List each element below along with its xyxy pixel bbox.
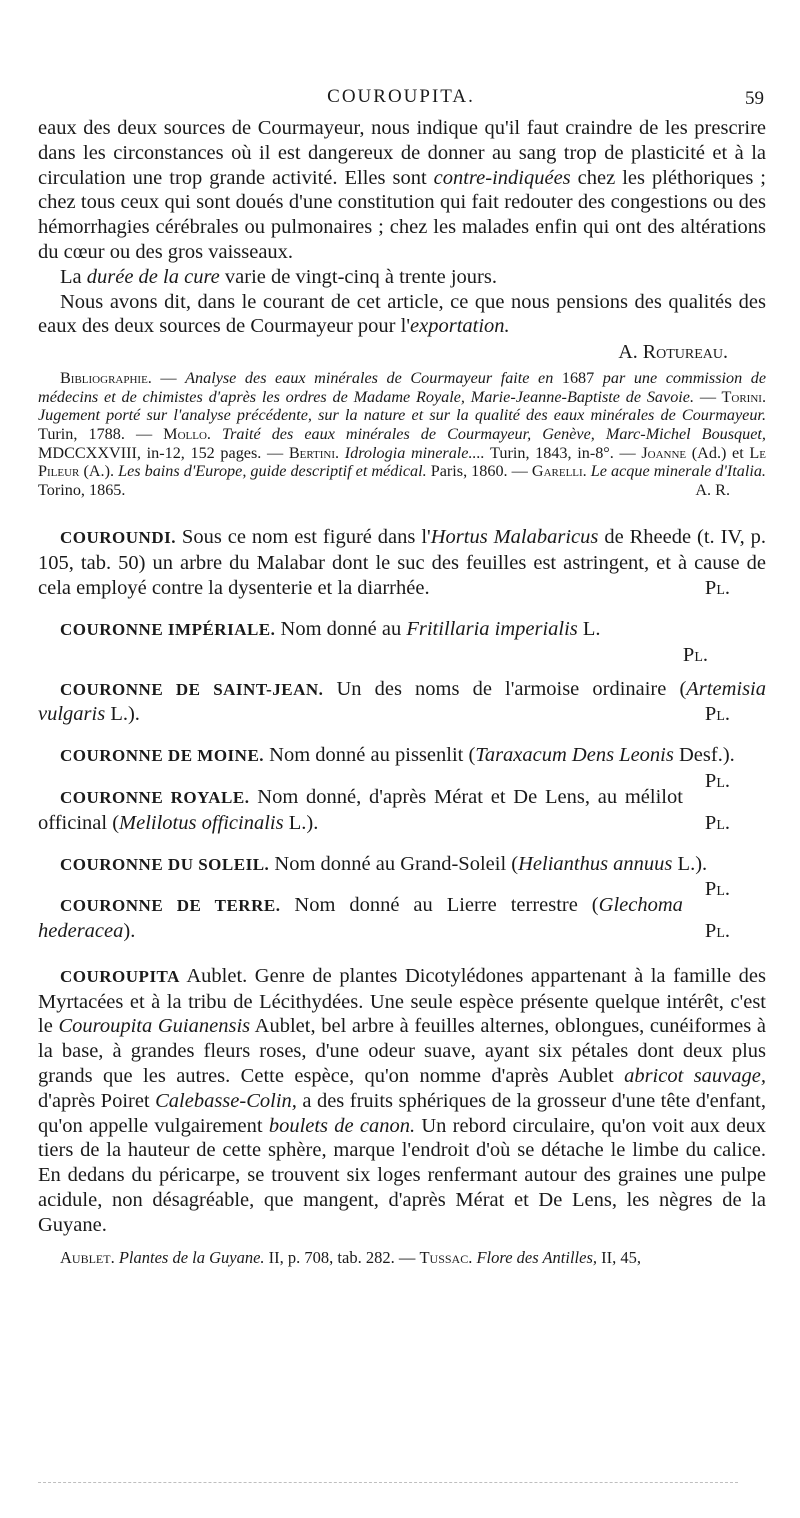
headword: COUROUPITA xyxy=(60,966,180,986)
running-title: COUROUPITA. xyxy=(327,86,475,107)
bibliography: Bibliographie. — Analyse des eaux minérales de Courmayeur faite en 1687 par une commission de médecins et de chimistes d'après les ordres de Madame Royale, Marie-Jeanne-Baptiste de Savoie. — Torini. Jugement porté sur l'analyse précédente, sur la nature et sur la qualité des eaux minérales de Courmayeur. Turin, 1788. — Mollo. Traité des eaux minérales de Courmayeur, Genève, Marc-Michel Bousquet, MDCCXXVIII, in-12, 152 pages. — Bertini. Idrologia minerale.... Turin, 1843, in-8°. — Joanne (Ad.) et Le Pileur (A.). Les bains d'Europe, guide descriptif et médical. Paris, 1860. — Garelli. Le acque minerale d'Italia. Torino, 1865. A. R. xyxy=(38,369,767,499)
entry-couronne-moine: COURONNE DE MOINE. Nom donné au pissenlit (Taraxacum Dens Leonis Desf.). Pl. xyxy=(60,744,735,792)
entry-couroundi: COUROUNDI. Sous ce nom est figuré dans l'Hortus Malabaricus de Rheede (t. IV, p. 105, tab. 50) un arbre du Malabar dont le suc des feuilles est astringent, et à cause de cela employé contre la dysenterie et la diarrhée. Pl. xyxy=(38,526,766,599)
author-abbrev: Pl. xyxy=(704,811,730,834)
author-abbrev: Pl. xyxy=(704,576,730,599)
page-header xyxy=(38,86,764,114)
headword: COURONNE DE SAINT-JEAN. xyxy=(60,679,324,699)
page-body xyxy=(38,116,766,1268)
author-abbrev: Pl. xyxy=(704,920,730,943)
page-number: 59 xyxy=(745,88,764,109)
headword: COURONNE DE MOINE. xyxy=(60,746,265,766)
headword: COURONNE ROYALE. xyxy=(60,787,250,807)
entry-couronne-royale: COURONNE ROYALE. Nom donné, d'après Mérat et De Lens, au mélilot officinal (Melilotus officinalis L.). Pl. xyxy=(38,785,730,834)
continuation-paragraph-2: La durée de la cure varie de vingt-cinq à trente jours. xyxy=(60,265,497,288)
entry-couronne-imperiale: COURONNE IMPÉRIALE. Nom donné au Fritillaria imperialis L. xyxy=(60,617,601,640)
author-abbrev: Pl. xyxy=(704,703,730,726)
author-abbrev: Pl. xyxy=(682,643,708,666)
author-signature: A. Rotureau. xyxy=(618,341,728,364)
continuation-paragraph-3: Nous avons dit, dans le courant de cet article, ce que nous pensions des qualités des eaux des deux sources de Courmayeur pour l'exportation. xyxy=(38,290,766,338)
author-abbrev: Pl. xyxy=(704,878,730,901)
headword: COURONNE IMPÉRIALE. xyxy=(60,619,276,639)
author-abbrev: Pl. xyxy=(704,769,730,792)
entry-couronne-saint-jean: COURONNE DE SAINT-JEAN. Un des noms de l'armoise ordinaire (Artemisia vulgaris L.). Pl. xyxy=(38,677,766,726)
headword: COUROUNDI. xyxy=(60,528,176,548)
entry-couronne-soleil: COURONNE DU SOLEIL. Nom donné au Grand-Soleil (Helianthus annuus L.). Pl. xyxy=(60,852,730,901)
continuation-paragraph-1: eaux des deux sources de Courmayeur, nous indique qu'il faut craindre de les prescrire dans les circonstances où il est dangereux de donner au sang trop de plasticité et à la circulation une trop grande activité. Elles sont contre-indiquées chez les pléthoriques ; chez tous ceux qui sont doués d'une constitution qui fait redouter des congestions ou des hémorrhagies cérébrales ou pulmonaires ; chez les malades enfin qui ont des altérations du cœur ou des gros vaisseaux. xyxy=(38,117,766,263)
headword: COURONNE DE TERRE. xyxy=(60,896,281,916)
entry-couronne-terre: COURONNE DE TERRE. Nom donné au Lierre terrestre (Glechoma hederacea). Pl. xyxy=(38,894,730,943)
couroupita-references: Aublet. Plantes de la Guyane. II, p. 708, tab. 282. — Tussac. Flore des Antilles, II, 45, xyxy=(60,1247,641,1267)
entry-couroupita: COUROUPITA Aublet. Genre de plantes Dicotylédones appartenant à la famille des Myrtacées et à la tribu de Lécithydées. Une seule espèce présente quelque intérêt, c'est le Couroupita Guianensis Aublet, bel arbre à feuilles alternes, oblongues, cunéiformes à la base, à grandes fleurs roses, d'une odeur suave, ayant six pétales dont deux plus grands que les autres. Cette espèce, qu'on nomme d'après Aublet abricot sauvage, d'après Poiret Calebasse-Colin, a des fruits sphériques de la grosseur d'une tête d'enfant, qu'on appelle vulgairement boulets de canon. Un rebord circulaire, qu'on voit aux deux tiers de la hauteur de cette sphère, marque l'endroit d'où se détache le limbe du calice. En dedans du péricarpe, se trouvent six loges renfermant autour des graines une pulpe acidule, non désagréable, que mangent, d'après Mérat et De Lens, les nègres de la Guyane. xyxy=(38,964,767,1236)
bibliography-initials: A. R. xyxy=(695,480,730,499)
page-bottom-rule xyxy=(38,1482,738,1483)
headword: COURONNE DU SOLEIL. xyxy=(60,854,270,874)
